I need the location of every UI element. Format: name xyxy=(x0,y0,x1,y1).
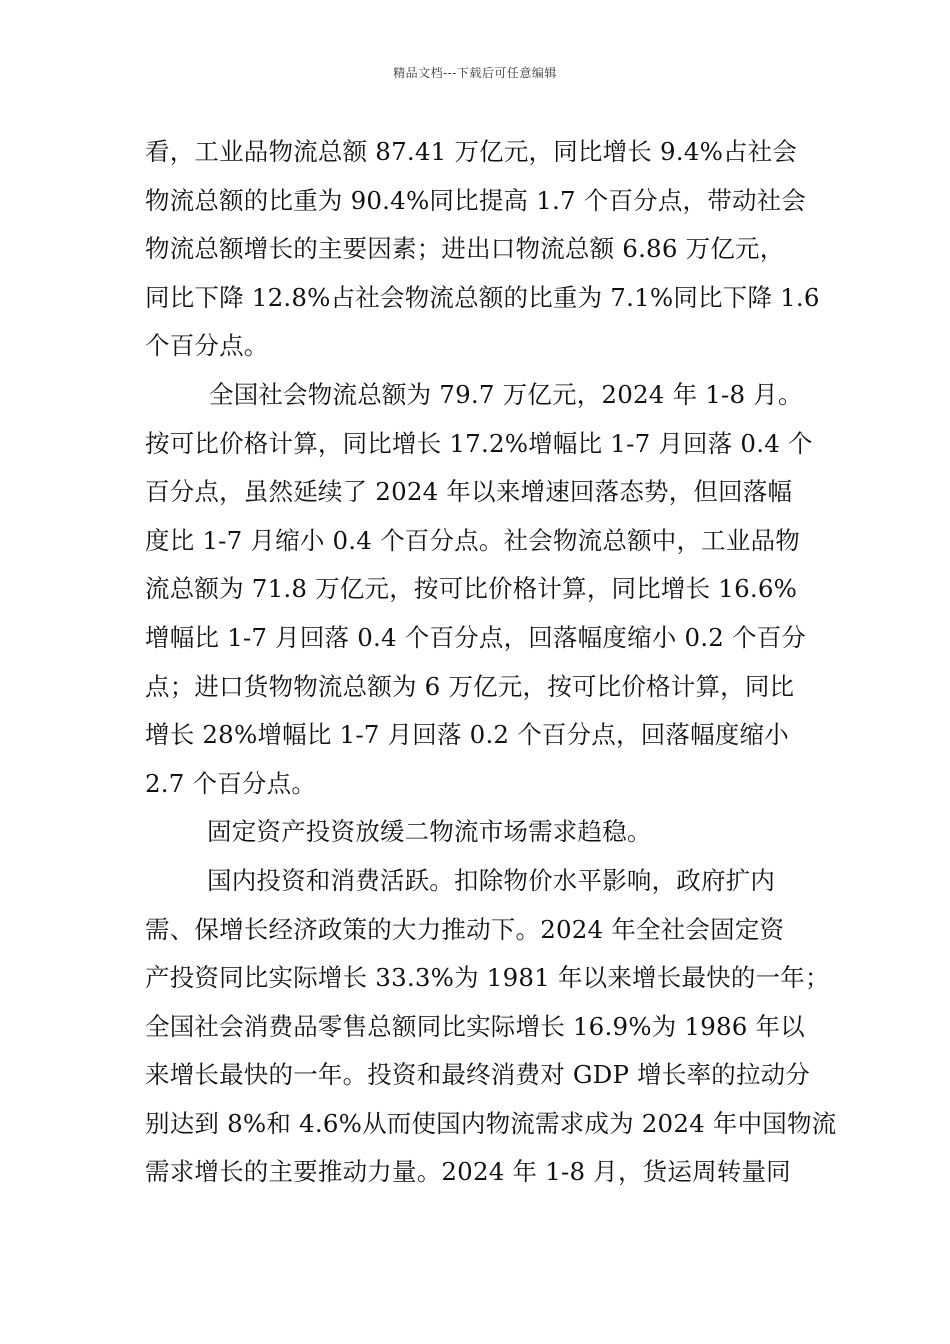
text-line: 物流总额增长的主要因素；进出口物流总额 6.86 万亿元， xyxy=(145,234,785,264)
text-line: 需求增长的主要推动力量。2024 年 1-8 月，货运周转量同 xyxy=(145,1157,791,1187)
text-line: 全国社会物流总额为 79.7 万亿元，2024 年 1-8 月。 xyxy=(209,379,803,409)
paragraph-2 xyxy=(145,371,813,808)
paragraph-4 xyxy=(145,857,837,1197)
paragraph-1 xyxy=(145,128,820,371)
text-line: 来增长最快的一年。投资和最终消费对 GDP 增长率的拉动分 xyxy=(145,1060,811,1090)
text-line: 流总额为 71.8 万亿元，按可比价格计算，同比增长 16.6% xyxy=(145,574,798,604)
text-line: 百分点，虽然延续了 2024 年以来增速回落态势，但回落幅 xyxy=(145,477,793,507)
text-line: 2.7 个百分点。 xyxy=(145,768,317,798)
text-line: 增幅比 1-7 月回落 0.4 个百分点，回落幅度缩小 0.2 个百分 xyxy=(145,622,807,652)
text-line: 增长 28%增幅比 1-7 月回落 0.2 个百分点，回落幅度缩小 xyxy=(145,720,789,750)
text-line: 产投资同比实际增长 33.3%为 1981 年以来增长最快的一年； xyxy=(145,963,830,993)
text-line: 同比下降 12.8%占社会物流总额的比重为 7.1%同比下降 1.6 xyxy=(145,282,820,312)
text-line: 别达到 8%和 4.6%从而使国内物流需求成为 2024 年中国物流 xyxy=(145,1108,837,1138)
text-line: 物流总额的比重为 90.4%同比提高 1.7 个百分点，带动社会 xyxy=(145,185,807,215)
text-line: 国内投资和消费活跃。扣除物价水平影响，政府扩内 xyxy=(207,865,776,895)
page-header: 精品文档---下载后可任意编辑 xyxy=(393,66,557,80)
text-line: 点；进口货物物流总额为 6 万亿元，按可比价格计算，同比 xyxy=(145,671,795,701)
text-line: 需、保增长经济政策的大力推动下。2024 年全社会固定资 xyxy=(145,914,785,944)
paragraph-3 xyxy=(145,808,813,857)
text-line: 全国社会消费品零售总额同比实际增长 16.9%为 1986 年以 xyxy=(145,1011,805,1041)
text-line: 看，工业品物流总额 87.41 万亿元，同比增长 9.4%占社会 xyxy=(145,137,798,166)
text-line: 个百分点。 xyxy=(145,331,269,361)
text-line: 固定资产投资放缓二物流市场需求趋稳。 xyxy=(207,817,652,847)
document-body xyxy=(145,128,837,1197)
text-line: 度比 1-7 月缩小 0.4 个百分点。社会物流总额中，工业品物 xyxy=(145,525,800,555)
text-line: 按可比价格计算，同比增长 17.2%增幅比 1-7 月回落 0.4 个 xyxy=(145,428,813,458)
